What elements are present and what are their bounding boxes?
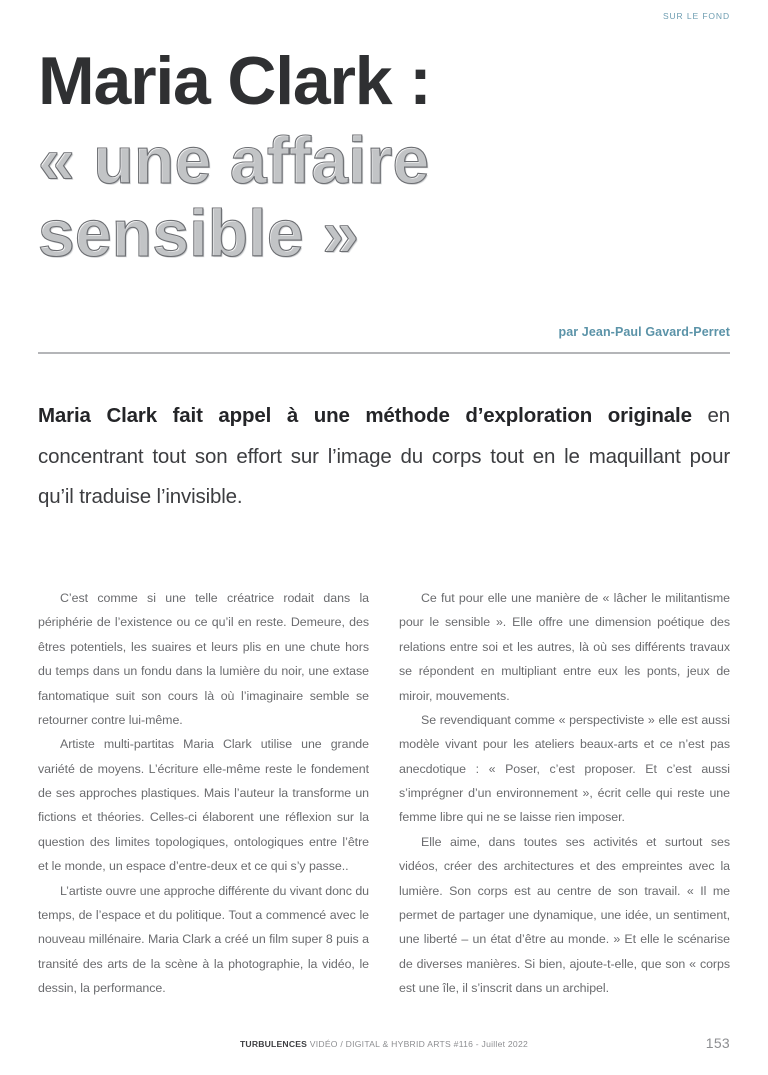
footer-publication-info (0, 1039, 768, 1049)
lead-rest: en concentrant tout son effort sur l’image du corps tout en le maquillant pour qu’il traduise l’invisible. (38, 404, 730, 509)
publication-details: VIDÉO / DIGITAL & HYBRID ARTS #116 - Juillet 2022 (307, 1039, 529, 1049)
lead-highlight: Maria Clark fait appel à une méthode d’exploration originale (38, 404, 692, 427)
lead-paragraph (38, 396, 730, 518)
paragraph: C’est comme si une telle créatrice rodait dans la périphérie de l’existence ou ce qu’il en reste. Demeure, des êtres potentiels, les suaires et leurs plis en une chute hors du temps dans un fondu dans la lumière du noir, une extase fantomatique suit son cours là où l’imaginaire semble se retourner contre lui-même. (38, 591, 369, 727)
title-block (38, 43, 730, 274)
column-left (38, 586, 369, 1005)
page-number: 153 (705, 1035, 730, 1051)
paragraph: Elle aime, dans toutes ses activités et surtout ses vidéos, créer des architectures et des empreintes avec la lumière. Son corps est au centre de son travail. « Il me permet de partager une dynamique, une idée, un sentiment, une liberté – un état d’être au monde. » Et elle le scénarise de diverses manières. Si bien, ajoute-t-elle, que son « corps est une île, il s’inscrit dans un archipel. (399, 834, 730, 995)
author-byline: par Jean-Paul Gavard-Perret (558, 325, 730, 339)
header-divider (38, 352, 730, 354)
subtitle-line-2: sensible » (38, 196, 360, 271)
running-head: SUR LE FOND (662, 11, 730, 21)
column-right (399, 586, 730, 1005)
body-columns (38, 586, 730, 1005)
publication-brand: TURBULENCES (239, 1039, 308, 1049)
subtitle-line-1: « une affaire (38, 122, 430, 197)
paragraph: Artiste multi-partitas Maria Clark utilise une grande variété de moyens. L’écriture elle-même reste le fondement de ses approches plastiques. Mais l’auteur la transforme un fictions et théories. Celles-ci élaborent une réflexion sur la question des limites topologiques, ontologiques entre l’être et le monde, un espace d’entre-deux et ce qui s’y passe.. (38, 737, 369, 874)
paragraph: L’artiste ouvre une approche différente du vivant donc du temps, de l’espace et du politique. Tout a commencé avec le nouveau millénaire. Maria Clark a créé un film super 8 puis a transité des arts de la scène à la photographie, la vidéo, le dessin, la performance. (38, 883, 369, 995)
paragraph: Se revendiquant comme « perspectiviste » elle est aussi modèle vivant pour les ateliers beaux-arts et ce n’est pas anecdotique : « Poser, c’est proposer. Et c’est aussi s’imprégner d’un environnement », écrit celle qui reste une femme libre qui ne se laisse rien imposer. (399, 712, 730, 825)
page-footer (0, 1035, 768, 1059)
paragraph: Ce fut pour elle une manière de « lâcher le militantisme pour le sensible ». Elle offre une dimension poétique des relations entre soi et les autres, là où ses différents travaux se répondent en multipliant entre eux les ponts, jeux de miroir, mouvements. (399, 591, 730, 703)
page-title: Maria Clark : (38, 43, 431, 119)
